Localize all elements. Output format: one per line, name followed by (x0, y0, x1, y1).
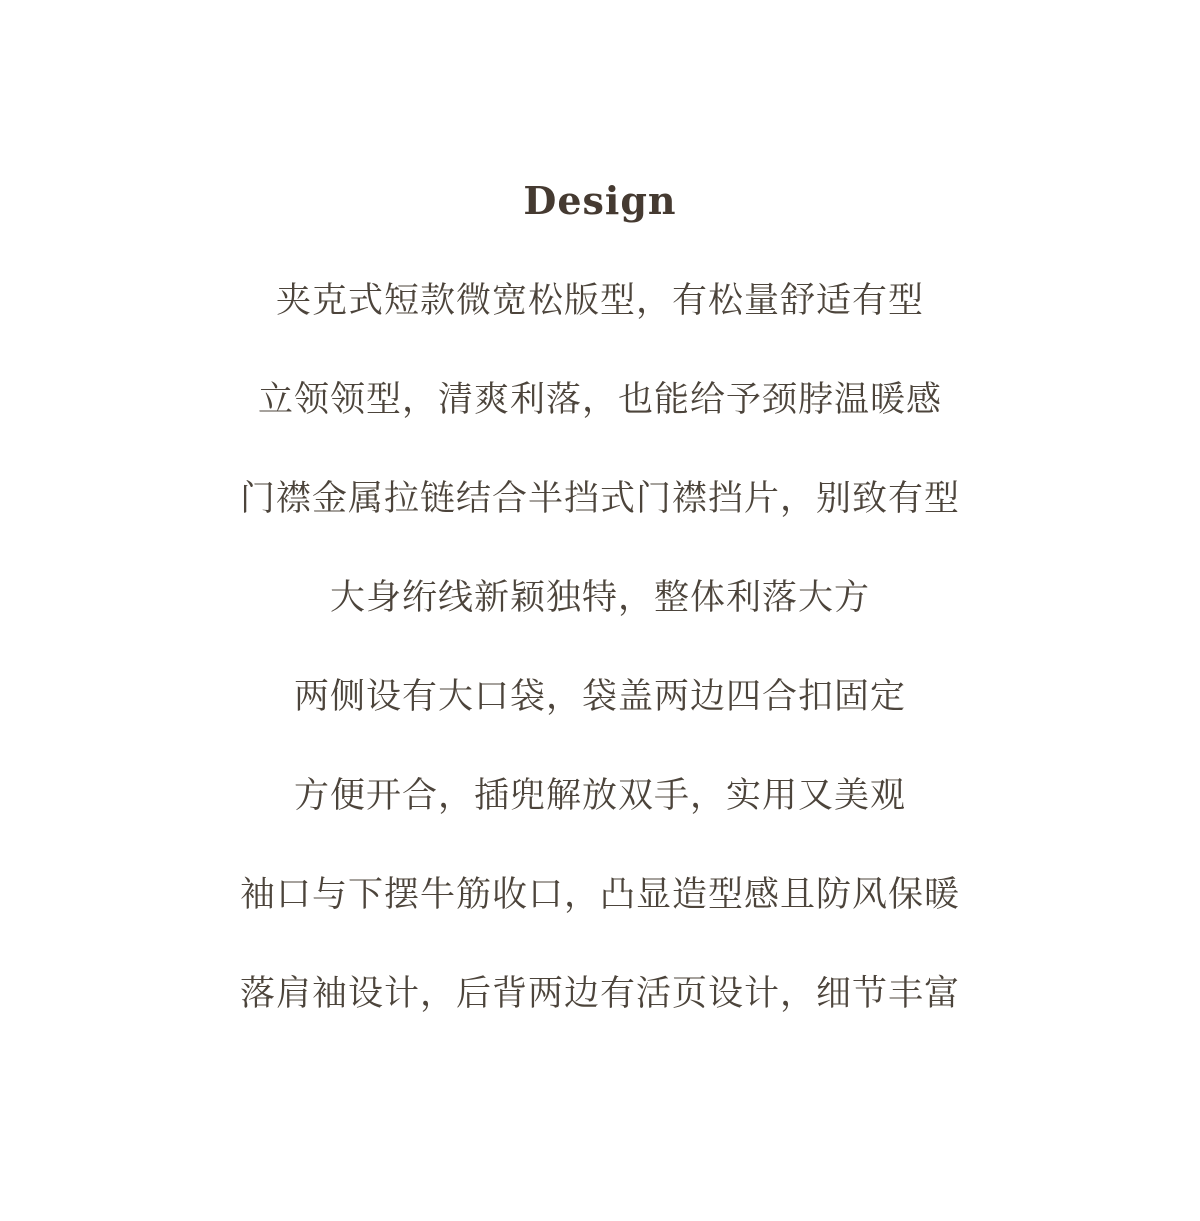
description-line: 两侧设有大口袋，袋盖两边四合扣固定 (293, 676, 906, 717)
description-line: 落肩袖设计，后背两边有活页设计，细节丰富 (239, 973, 960, 1014)
description-line: 方便开合，插兜解放双手，实用又美观 (293, 775, 906, 816)
description-line: 立领领型，清爽利落，也能给予颈脖温暖感 (257, 379, 942, 420)
description-line: 大身绗线新颖独特，整体利落大方 (329, 577, 870, 618)
section-title: Design (523, 178, 677, 223)
description-line: 袖口与下摆牛筋收口，凸显造型感且防风保暖 (239, 874, 960, 915)
description-line: 夹克式短款微宽松版型，有松量舒适有型 (275, 280, 924, 321)
description-line: 门襟金属拉链结合半挡式门襟挡片，别致有型 (239, 478, 960, 519)
